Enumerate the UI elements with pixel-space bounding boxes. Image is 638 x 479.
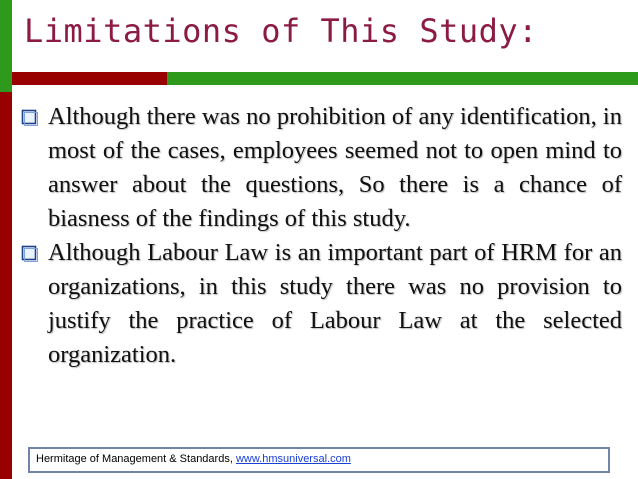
checkbox-icon	[20, 244, 38, 262]
bullet-text: Although there was no prohibition of any identification, in most of the cases, employees seemed not to open mind to answer about the questions, So there is a chance of biasness of the findings of this study.	[48, 103, 622, 232]
bullet-list	[14, 100, 622, 372]
footer-org: Hermitage of Management & Standards,	[36, 453, 236, 465]
checkbox-icon	[20, 108, 38, 126]
bullet-item	[14, 236, 622, 372]
slide-title: Limitations of This Study:	[24, 12, 538, 50]
title-divider-red	[12, 72, 167, 85]
footer-link[interactable]: www.hmsuniversal.com	[235, 453, 351, 465]
bullet-item	[14, 100, 622, 236]
footer-box	[28, 447, 610, 473]
footer-text	[36, 453, 351, 465]
title-divider-green	[167, 72, 638, 85]
left-accent-bar-green	[0, 0, 12, 92]
bullet-text: Although Labour Law is an important part of HRM for an organizations, in this study there was no provision to justify the practice of Labour Law at the selected organization.	[48, 239, 622, 368]
left-accent-bar-red	[0, 92, 12, 479]
